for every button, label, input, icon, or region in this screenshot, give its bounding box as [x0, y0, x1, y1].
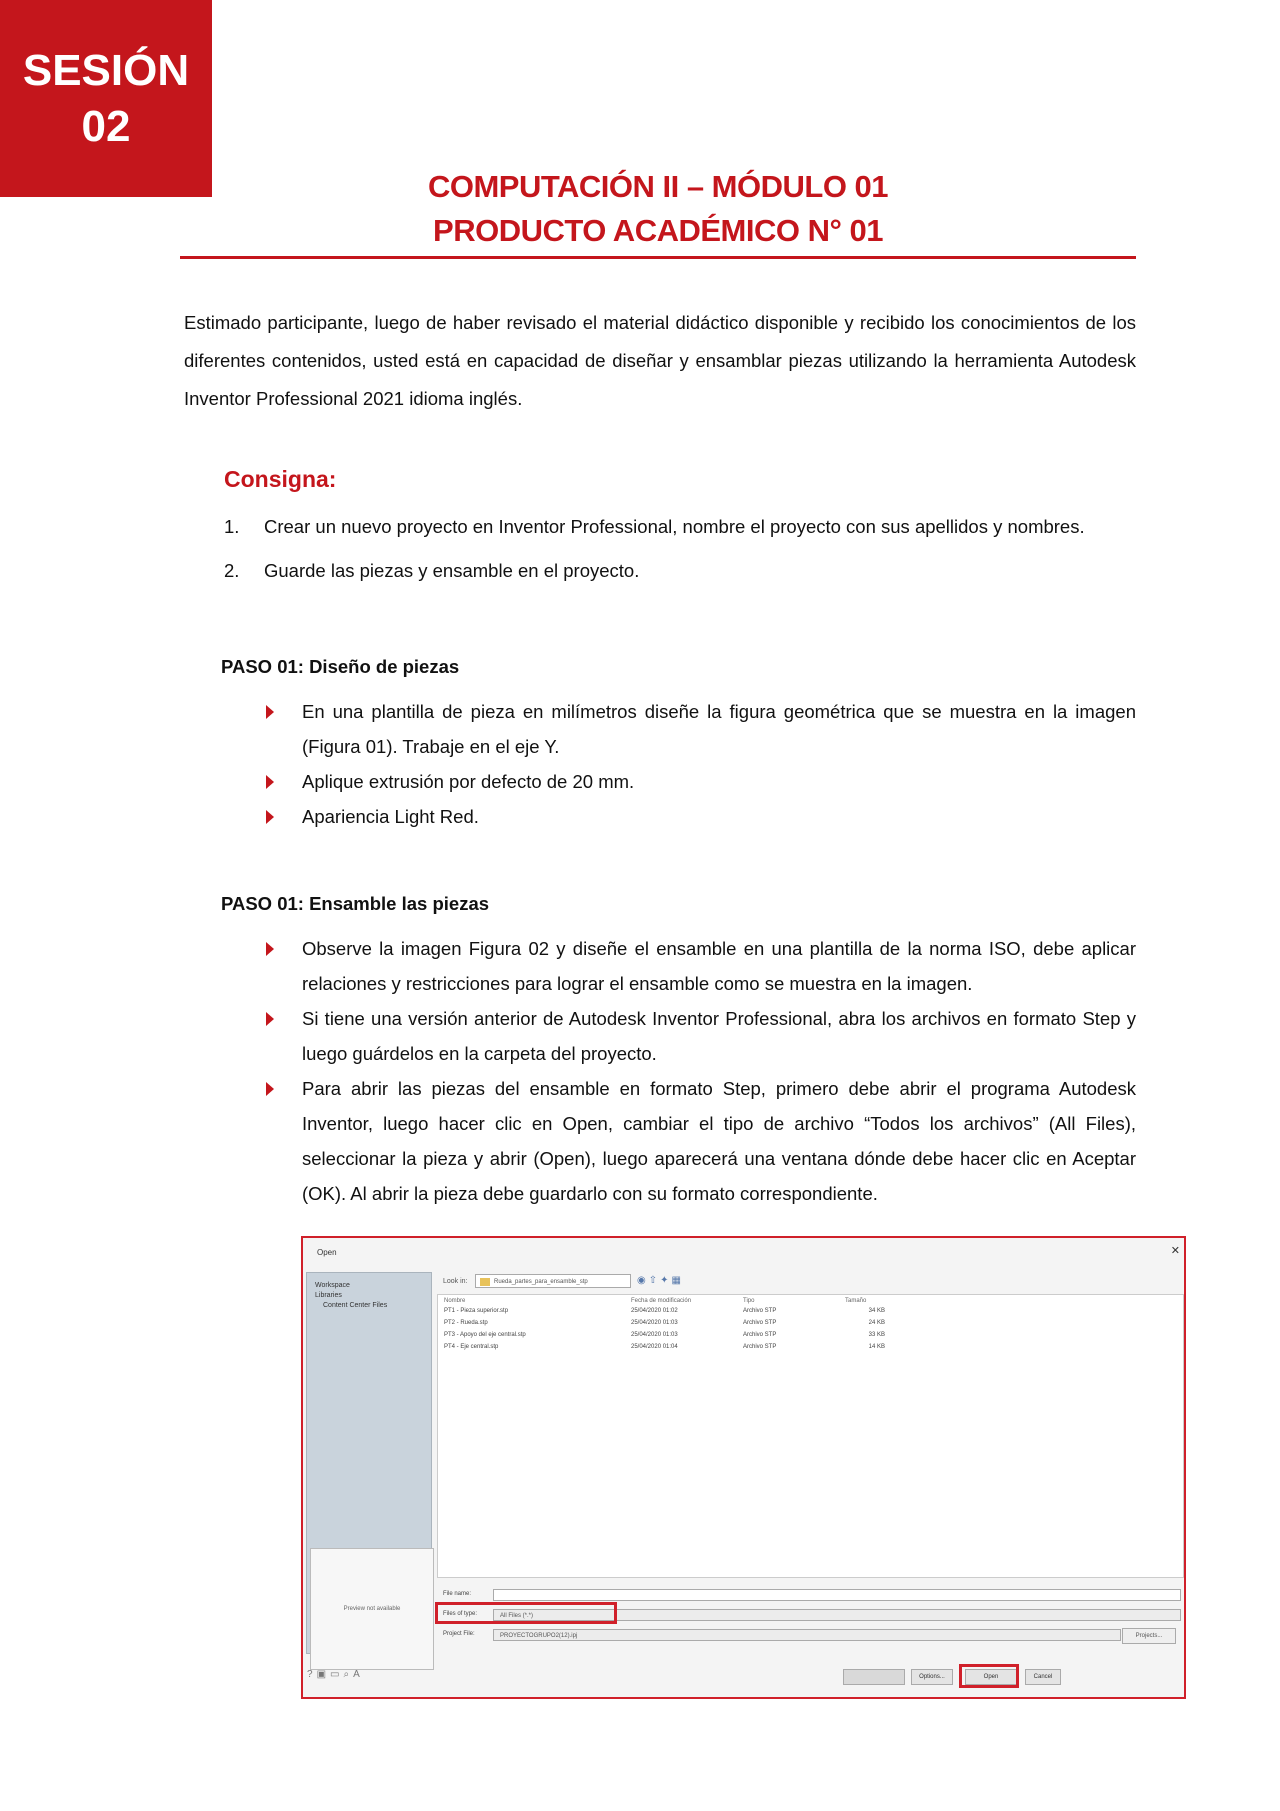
- table-row[interactable]: [438, 1341, 891, 1353]
- file-size: 14 KB: [868, 1344, 885, 1350]
- project-file-label: Project File:: [443, 1631, 475, 1637]
- list-text: Crear un nuevo proyecto en Inventor Professional, nombre el proyecto con sus apellidos y nombres.: [264, 516, 1085, 537]
- consigna-list: [224, 516, 1144, 604]
- table-header: [438, 1297, 891, 1305]
- bullet-text: Si tiene una versión anterior de Autodesk Inventor Professional, abra los archivos en formato Step y luego guárdelos en la carpeta del proyecto.: [302, 1008, 1136, 1064]
- navigation-icons[interactable]: [637, 1275, 684, 1286]
- bullet-item: [266, 799, 1136, 834]
- file-table: [438, 1297, 891, 1353]
- triangle-bullet-icon: [266, 1001, 302, 1071]
- bullet-item: [266, 694, 1136, 764]
- triangle-bullet-icon: [266, 799, 302, 834]
- open-button-highlight: [959, 1664, 1019, 1688]
- bullet-item: [266, 764, 1136, 799]
- bullet-text: En una plantilla de pieza en milímetros diseñe la figura geométrica que se muestra en la imagen (Figura 01). Trabaje en el eje Y.: [302, 701, 1136, 757]
- session-label: SESIÓN: [22, 45, 190, 95]
- new-folder-icon[interactable]: ✦: [660, 1275, 672, 1286]
- empty-button[interactable]: [843, 1669, 905, 1685]
- preview-pane: [310, 1548, 434, 1670]
- session-number: 02: [81, 101, 131, 151]
- options-button[interactable]: Options...: [911, 1669, 953, 1685]
- course-title: COMPUTACIÓN II – MÓDULO 01: [427, 169, 889, 204]
- consigna-heading: Consigna:: [224, 466, 337, 492]
- open-dialog-figure: [301, 1236, 1186, 1699]
- file-type: Archivo STP: [743, 1344, 777, 1350]
- help-icon[interactable]: ?: [307, 1669, 317, 1680]
- list-text: Guarde las piezas y ensamble en el proyecto.: [264, 560, 640, 581]
- file-size: 34 KB: [868, 1308, 885, 1314]
- column-header[interactable]: Fecha de modificación: [631, 1298, 692, 1304]
- triangle-bullet-icon: [266, 694, 302, 764]
- folder-icon: [480, 1278, 490, 1286]
- bullet-item: [266, 931, 1136, 1001]
- file-date: 25/04/2020 01:03: [631, 1320, 678, 1326]
- file-type: Archivo STP: [743, 1320, 777, 1326]
- cancel-button[interactable]: Cancel: [1025, 1669, 1061, 1685]
- file-name: PT2 - Rueda.stp: [444, 1320, 488, 1326]
- paso1-list: [266, 694, 1136, 834]
- bullet-text: Para abrir las piezas del ensamble en formato Step, primero debe abrir el programa Autodesk Inventor, luego hacer clic en Open, cambiar el tipo de archivo “Todos los archivos” (All Files), seleccionar la pieza y abrir (Open), luego aparecerá una ventana dónde debe hacer clic en Aceptar (OK). Al abrir la pieza debe guardarlo con su formato correspondiente.: [302, 1078, 1136, 1204]
- list-number: 2.: [224, 560, 240, 581]
- column-header[interactable]: Nombre: [444, 1298, 466, 1304]
- file-date: 25/04/2020 01:03: [631, 1332, 678, 1338]
- close-icon[interactable]: ✕: [1170, 1245, 1180, 1257]
- triangle-bullet-icon: [266, 931, 302, 1001]
- file-name: PT3 - Apoyo del eje central.stp: [444, 1332, 526, 1338]
- intro-paragraph: Estimado participante, luego de haber revisado el material didáctico disponible y recibido los conocimientos de los diferentes contenidos, usted está en capacidad de diseñar y ensamblar piezas utilizando la herramienta Autodesk Inventor Professional 2021 idioma inglés.: [184, 312, 1136, 409]
- tree-item-content-center[interactable]: Content Center Files: [323, 1302, 388, 1309]
- bullet-text: Aplique extrusión por defecto de 20 mm.: [302, 771, 635, 792]
- files-of-type-select[interactable]: All Files (*.*): [493, 1609, 1181, 1621]
- look-in-label: Look in:: [443, 1278, 468, 1285]
- file-type: Archivo STP: [743, 1308, 777, 1314]
- open-button[interactable]: Open: [965, 1669, 1017, 1685]
- table-row[interactable]: [438, 1329, 891, 1341]
- search-icon[interactable]: ⌕: [343, 1669, 354, 1680]
- file-date: 25/04/2020 01:02: [631, 1308, 678, 1314]
- triangle-bullet-icon: [266, 764, 302, 799]
- file-name-input[interactable]: [493, 1589, 1181, 1601]
- paso2-list: [266, 931, 1136, 1211]
- table-row[interactable]: [438, 1317, 891, 1329]
- product-title: PRODUCTO ACADÉMICO N° 01: [433, 213, 883, 248]
- view-menu-icon[interactable]: ▦: [671, 1275, 684, 1286]
- paso1-heading: PASO 01: Diseño de piezas: [221, 656, 460, 677]
- file-size: 24 KB: [868, 1320, 885, 1326]
- file-type: Archivo STP: [743, 1332, 777, 1338]
- list-item: [224, 516, 1144, 560]
- bullet-text: Observe la imagen Figura 02 y diseñe el ensamble en una plantilla de la norma ISO, debe aplicar relaciones y restricciones para lograr el ensamble como se muestra en la imagen.: [302, 938, 1136, 994]
- file-list: [437, 1294, 1184, 1578]
- document-title: [180, 165, 1136, 253]
- list-number: 1.: [224, 516, 240, 537]
- tree-item-workspace[interactable]: Workspace: [315, 1282, 350, 1289]
- up-folder-icon[interactable]: ⇧: [648, 1275, 661, 1286]
- table-row[interactable]: [438, 1305, 891, 1317]
- thumbnail-icon[interactable]: ▣: [316, 1669, 331, 1680]
- look-in-value: Rueda_partes_para_ensamble_stp: [494, 1279, 588, 1285]
- dialog-title: Open: [317, 1248, 337, 1257]
- bullet-item: [266, 1071, 1136, 1211]
- list-item: [224, 560, 1144, 604]
- preview-text: Preview not available: [343, 1606, 401, 1612]
- dialog-sidebar: [306, 1272, 432, 1654]
- files-of-type-label: Files of type:: [443, 1611, 478, 1617]
- triangle-bullet-icon: [266, 1071, 302, 1211]
- project-file-select[interactable]: PROYECTOGRUPO2(12).ipj: [493, 1629, 1121, 1641]
- location-tree: [315, 1281, 387, 1311]
- text-icon[interactable]: A: [353, 1669, 364, 1680]
- column-header[interactable]: Tamaño: [845, 1298, 867, 1304]
- paso2-heading: PASO 01: Ensamble las piezas: [221, 893, 490, 914]
- back-icon[interactable]: ◉: [637, 1275, 649, 1286]
- tree-item-libraries[interactable]: Libraries: [315, 1292, 342, 1299]
- bullet-item: [266, 1001, 1136, 1071]
- look-in-select[interactable]: [475, 1274, 631, 1288]
- file-name: PT1 - Pieza superior.stp: [444, 1308, 509, 1314]
- title-divider: [180, 256, 1136, 259]
- projects-button[interactable]: Projects...: [1122, 1628, 1176, 1644]
- footer-toolbar: [307, 1669, 364, 1680]
- file-size: 33 KB: [868, 1332, 885, 1338]
- file-name-label: File name:: [443, 1591, 472, 1597]
- files-of-type-highlight: [435, 1602, 617, 1624]
- column-header[interactable]: Tipo: [743, 1298, 755, 1304]
- file-date: 25/04/2020 01:04: [631, 1344, 678, 1350]
- frame-icon[interactable]: ▭: [330, 1669, 344, 1680]
- bullet-text: Apariencia Light Red.: [302, 806, 479, 827]
- file-name: PT4 - Eje central.stp: [444, 1344, 499, 1350]
